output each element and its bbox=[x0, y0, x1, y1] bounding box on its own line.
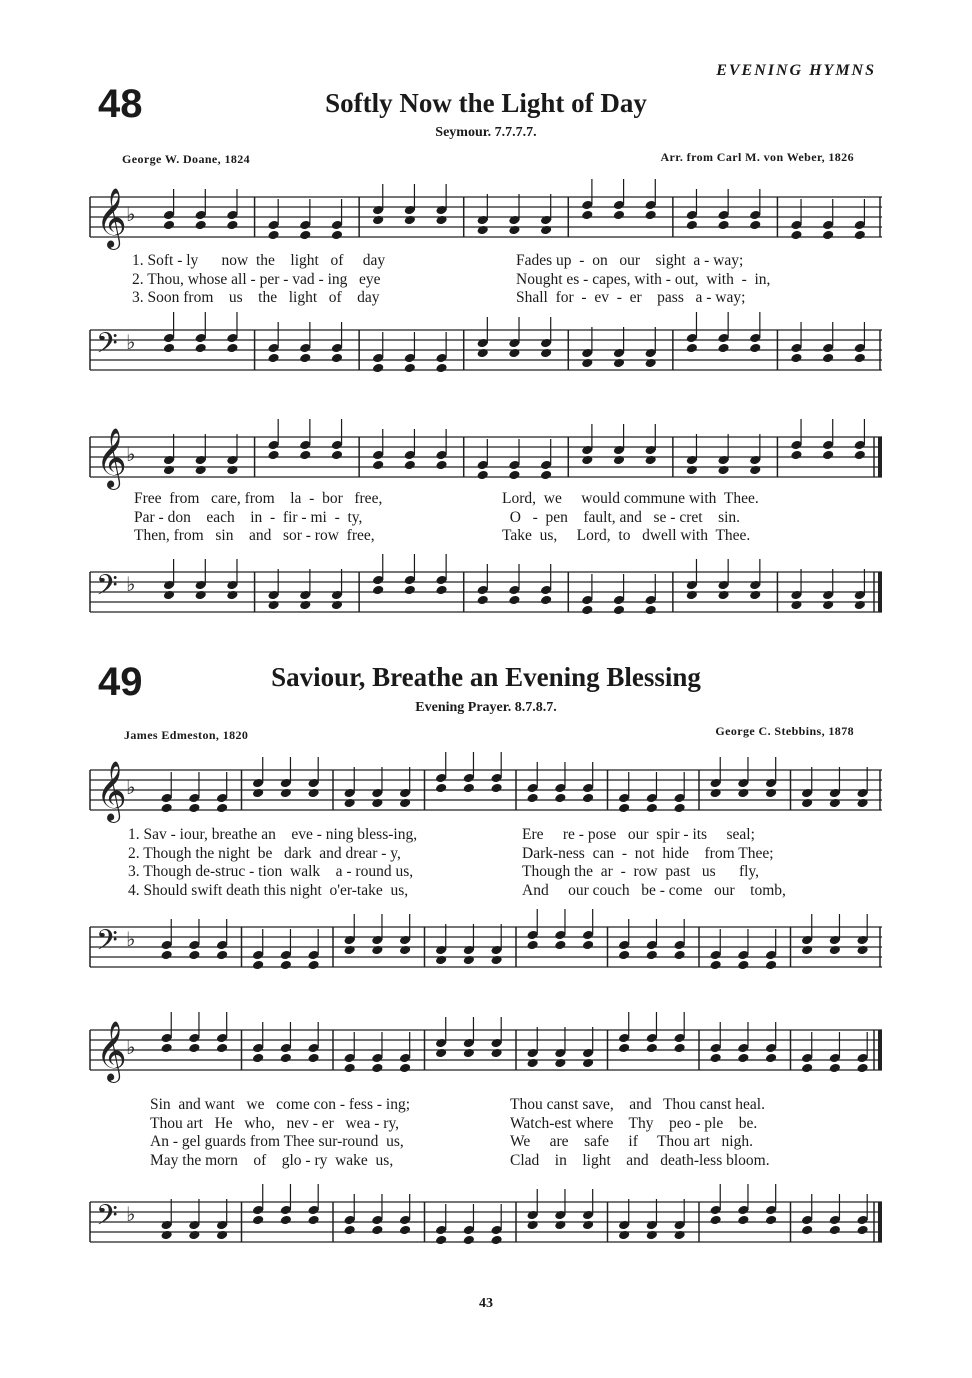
note-head bbox=[646, 1043, 658, 1054]
note-head bbox=[372, 215, 384, 226]
note-head bbox=[582, 793, 594, 804]
note-head bbox=[404, 363, 416, 374]
note-head bbox=[709, 1215, 721, 1226]
note-head bbox=[829, 945, 841, 956]
note-head bbox=[435, 585, 447, 596]
author-credit: James Edmeston, 1820 bbox=[124, 728, 249, 742]
note-head bbox=[508, 348, 520, 359]
lyric-line: An - gel guards from Thee sur-round us, bbox=[150, 1133, 404, 1150]
note-head bbox=[581, 358, 593, 369]
note-head bbox=[856, 798, 868, 809]
note-head bbox=[717, 343, 729, 354]
note-head bbox=[163, 590, 175, 601]
note-head bbox=[854, 353, 866, 364]
note-head bbox=[749, 590, 761, 601]
note-head bbox=[686, 343, 698, 354]
note-head bbox=[371, 945, 383, 956]
note-head bbox=[477, 470, 489, 481]
note-head bbox=[331, 353, 343, 364]
composer-credit: Arr. from Carl M. von Weber, 1826 bbox=[660, 150, 854, 164]
lyric-line: Par - don each in - fir - mi - ty, bbox=[134, 508, 363, 526]
note-head bbox=[435, 363, 447, 374]
note-head bbox=[829, 1225, 841, 1236]
note-head bbox=[801, 798, 813, 809]
note-head bbox=[646, 950, 658, 961]
note-head bbox=[435, 1048, 447, 1059]
note-head bbox=[435, 783, 447, 794]
note-head bbox=[644, 358, 656, 369]
note-head bbox=[737, 1215, 749, 1226]
note-head bbox=[613, 358, 625, 369]
note-head bbox=[717, 590, 729, 601]
note-head bbox=[267, 450, 279, 461]
note-head bbox=[790, 230, 802, 241]
lyric-line: Take us, Lord, to dwell with Thee. bbox=[502, 527, 751, 544]
lyrics-verses bbox=[132, 252, 385, 308]
tune-name: Evening Prayer. 8.7.8.7. bbox=[415, 700, 557, 715]
note-head bbox=[280, 1053, 292, 1064]
note-head bbox=[195, 343, 207, 354]
note-head bbox=[226, 343, 238, 354]
page-number: 43 bbox=[479, 1296, 493, 1311]
treble-clef-icon: 𝄞 bbox=[96, 1021, 127, 1081]
note-head bbox=[709, 960, 721, 971]
treble-staff bbox=[90, 758, 882, 828]
note-head bbox=[343, 1063, 355, 1074]
note-head bbox=[829, 798, 841, 809]
note-head bbox=[307, 1053, 319, 1064]
note-head bbox=[463, 1235, 475, 1246]
bass-clef-icon: 𝄢 bbox=[96, 924, 118, 964]
note-head bbox=[331, 230, 343, 241]
treble-clef-icon: 𝄞 bbox=[96, 188, 127, 248]
note-head bbox=[540, 225, 552, 236]
note-head bbox=[343, 798, 355, 809]
note-head bbox=[508, 225, 520, 236]
note-head bbox=[490, 1048, 502, 1059]
note-head bbox=[477, 595, 489, 606]
note-head bbox=[435, 460, 447, 471]
note-head bbox=[299, 230, 311, 241]
note-head bbox=[765, 1215, 777, 1226]
lyric-line: Lord, we would commune with Thee. bbox=[502, 490, 759, 507]
lyric-line: Then, from sin and sor - row free, bbox=[134, 527, 375, 544]
note-head bbox=[188, 1230, 200, 1241]
note-head bbox=[717, 220, 729, 231]
note-head bbox=[618, 1043, 630, 1054]
note-head bbox=[226, 220, 238, 231]
composer-credit: George C. Stebbins, 1878 bbox=[715, 724, 854, 738]
note-head bbox=[404, 460, 416, 471]
note-head bbox=[554, 1058, 566, 1069]
flat-icon: ♭ bbox=[126, 927, 136, 951]
note-head bbox=[765, 1053, 777, 1064]
lyrics-verses bbox=[150, 1096, 410, 1170]
note-head bbox=[435, 955, 447, 966]
lyric-line: Fades up - on our sight a - way; bbox=[516, 252, 744, 269]
note-head bbox=[280, 960, 292, 971]
note-head bbox=[526, 940, 538, 951]
note-head bbox=[618, 950, 630, 961]
note-head bbox=[801, 1063, 813, 1074]
note-head bbox=[280, 788, 292, 799]
bass-staff bbox=[90, 318, 882, 388]
note-head bbox=[216, 1230, 228, 1241]
lyrics-verses bbox=[516, 252, 770, 308]
hymn-title: Saviour, Breathe an Evening Blessing bbox=[271, 662, 701, 692]
bass-staff bbox=[90, 915, 882, 985]
lyric-line: Clad in light and death-less bloom. bbox=[510, 1151, 770, 1169]
flat-icon: ♭ bbox=[126, 775, 136, 799]
note-head bbox=[160, 1043, 172, 1054]
note-head bbox=[188, 803, 200, 814]
bass-clef-icon: 𝄢 bbox=[96, 1199, 118, 1239]
note-head bbox=[717, 465, 729, 476]
lyric-line: Dark-ness can - not hide from Thee; bbox=[522, 844, 774, 862]
note-head bbox=[307, 960, 319, 971]
note-head bbox=[463, 955, 475, 966]
hymn-title: Softly Now the Light of Day bbox=[325, 88, 647, 118]
note-head bbox=[554, 940, 566, 951]
note-head bbox=[463, 783, 475, 794]
lyric-line: Shall for - ev - er pass a - way; bbox=[516, 289, 746, 306]
note-head bbox=[508, 470, 520, 481]
note-head bbox=[331, 600, 343, 611]
note-head bbox=[343, 1225, 355, 1236]
note-head bbox=[673, 1230, 685, 1241]
lyrics-verses bbox=[522, 826, 786, 900]
note-head bbox=[686, 590, 698, 601]
note-head bbox=[195, 465, 207, 476]
note-head bbox=[477, 225, 489, 236]
note-head bbox=[618, 1230, 630, 1241]
note-head bbox=[644, 210, 656, 221]
note-head bbox=[160, 803, 172, 814]
note-head bbox=[790, 450, 802, 461]
note-head bbox=[646, 803, 658, 814]
lyric-line: 2. Though the night be dark and drear - y, bbox=[128, 844, 401, 862]
flat-icon: ♭ bbox=[126, 202, 136, 226]
note-head bbox=[331, 450, 343, 461]
flat-icon: ♭ bbox=[126, 330, 136, 354]
note-head bbox=[371, 1063, 383, 1074]
note-head bbox=[613, 605, 625, 616]
note-head bbox=[822, 450, 834, 461]
note-head bbox=[267, 230, 279, 241]
note-head bbox=[709, 1053, 721, 1064]
lyric-line: 4. Should swift death this night o'er-take us, bbox=[128, 881, 409, 899]
bass-clef-icon: 𝄢 bbox=[96, 569, 118, 609]
note-head bbox=[854, 230, 866, 241]
note-head bbox=[216, 950, 228, 961]
treble-clef-icon: 𝄞 bbox=[96, 761, 127, 821]
note-head bbox=[613, 455, 625, 466]
note-head bbox=[216, 803, 228, 814]
lyric-line: Free from care, from la - bor free, bbox=[134, 490, 383, 507]
note-head bbox=[554, 793, 566, 804]
note-head bbox=[343, 945, 355, 956]
note-head bbox=[822, 230, 834, 241]
note-head bbox=[526, 1058, 538, 1069]
lyric-line: Though the ar - row past us fly, bbox=[522, 863, 760, 880]
lyric-line: Watch-est where Thy peo - ple be. bbox=[510, 1114, 758, 1132]
note-head bbox=[195, 590, 207, 601]
note-head bbox=[737, 1053, 749, 1064]
bass-staff bbox=[90, 1190, 882, 1260]
lyric-line: 1. Soft - ly now the light of day bbox=[132, 252, 386, 269]
note-head bbox=[822, 353, 834, 364]
note-head bbox=[463, 1048, 475, 1059]
bass-staff bbox=[90, 560, 882, 630]
note-head bbox=[160, 1230, 172, 1241]
note-head bbox=[372, 363, 384, 374]
note-head bbox=[163, 343, 175, 354]
note-head bbox=[160, 950, 172, 961]
note-head bbox=[267, 353, 279, 364]
note-head bbox=[435, 215, 447, 226]
treble-staff bbox=[90, 425, 882, 495]
note-head bbox=[765, 960, 777, 971]
note-head bbox=[854, 600, 866, 611]
flat-icon: ♭ bbox=[126, 442, 136, 466]
hymn-number: 49 bbox=[98, 660, 143, 704]
section-label: EVENING HYMNS bbox=[716, 62, 876, 79]
note-head bbox=[526, 1220, 538, 1231]
flat-icon: ♭ bbox=[126, 1035, 136, 1059]
hymn-number: 48 bbox=[98, 82, 143, 126]
note-head bbox=[540, 348, 552, 359]
note-head bbox=[371, 798, 383, 809]
note-head bbox=[252, 1053, 264, 1064]
lyrics-verses bbox=[510, 1096, 770, 1170]
note-head bbox=[581, 605, 593, 616]
note-head bbox=[829, 1063, 841, 1074]
treble-staff bbox=[90, 1018, 882, 1088]
note-head bbox=[490, 783, 502, 794]
note-head bbox=[299, 353, 311, 364]
note-head bbox=[801, 1225, 813, 1236]
note-head bbox=[618, 803, 630, 814]
note-head bbox=[801, 945, 813, 956]
note-head bbox=[163, 220, 175, 231]
note-head bbox=[188, 1043, 200, 1054]
note-head bbox=[749, 220, 761, 231]
note-head bbox=[540, 470, 552, 481]
note-head bbox=[399, 1063, 411, 1074]
lyric-line: Thou canst save, and Thou canst heal. bbox=[510, 1096, 765, 1113]
note-head bbox=[216, 1043, 228, 1054]
note-head bbox=[252, 960, 264, 971]
note-head bbox=[686, 465, 698, 476]
lyric-line: Sin and want we come con - fess - ing; bbox=[150, 1096, 410, 1113]
lyric-line: 1. Sav - iour, breathe an eve - ning bless-ing, bbox=[128, 826, 418, 843]
note-head bbox=[737, 960, 749, 971]
lyric-line: 3. Soon from us the light of day bbox=[132, 289, 380, 306]
note-head bbox=[490, 1235, 502, 1246]
tune-name: Seymour. 7.7.7.7. bbox=[435, 125, 537, 140]
lyrics-verses bbox=[128, 826, 417, 900]
note-head bbox=[307, 1215, 319, 1226]
note-head bbox=[554, 1220, 566, 1231]
lyric-line: O - pen fault, and se - cret sin. bbox=[502, 508, 741, 526]
note-head bbox=[280, 1215, 292, 1226]
note-head bbox=[267, 600, 279, 611]
note-head bbox=[252, 788, 264, 799]
note-head bbox=[646, 1230, 658, 1241]
note-head bbox=[673, 1043, 685, 1054]
note-head bbox=[644, 455, 656, 466]
note-head bbox=[188, 950, 200, 961]
treble-staff bbox=[90, 185, 882, 255]
note-head bbox=[299, 450, 311, 461]
note-head bbox=[372, 585, 384, 596]
note-head bbox=[854, 450, 866, 461]
note-head bbox=[252, 1215, 264, 1226]
note-head bbox=[856, 945, 868, 956]
lyrics-verses bbox=[134, 490, 382, 546]
note-head bbox=[582, 940, 594, 951]
note-head bbox=[749, 465, 761, 476]
note-head bbox=[399, 1225, 411, 1236]
note-head bbox=[404, 215, 416, 226]
note-head bbox=[644, 605, 656, 616]
note-head bbox=[790, 353, 802, 364]
note-head bbox=[686, 220, 698, 231]
note-head bbox=[673, 803, 685, 814]
note-head bbox=[371, 1225, 383, 1236]
note-head bbox=[582, 1058, 594, 1069]
note-head bbox=[709, 788, 721, 799]
note-head bbox=[540, 595, 552, 606]
note-head bbox=[226, 590, 238, 601]
flat-icon: ♭ bbox=[126, 1202, 136, 1226]
lyric-line: 3. Though de-struc - tion walk a - round us, bbox=[128, 863, 414, 880]
note-head bbox=[581, 455, 593, 466]
note-head bbox=[477, 348, 489, 359]
note-head bbox=[856, 1063, 868, 1074]
note-head bbox=[581, 210, 593, 221]
note-head bbox=[526, 793, 538, 804]
lyric-line: And our couch be - come our tomb, bbox=[522, 881, 786, 899]
lyric-line: Ere re - pose our spir - its seal; bbox=[522, 826, 755, 843]
lyric-line: 2. Thou, whose all - per - vad - ing eye bbox=[132, 270, 381, 288]
lyric-line: May the morn of glo - ry wake us, bbox=[150, 1151, 394, 1169]
note-head bbox=[399, 798, 411, 809]
note-head bbox=[765, 788, 777, 799]
note-head bbox=[399, 945, 411, 956]
note-head bbox=[404, 585, 416, 596]
note-head bbox=[737, 788, 749, 799]
note-head bbox=[856, 1225, 868, 1236]
lyric-line: We are safe if Thou art nigh. bbox=[510, 1133, 753, 1150]
treble-clef-icon: 𝄞 bbox=[96, 428, 127, 488]
author-credit: George W. Doane, 1824 bbox=[122, 152, 251, 166]
note-head bbox=[226, 465, 238, 476]
note-head bbox=[307, 788, 319, 799]
note-head bbox=[195, 220, 207, 231]
note-head bbox=[372, 460, 384, 471]
lyrics-verses bbox=[502, 490, 759, 546]
note-head bbox=[790, 600, 802, 611]
bass-clef-icon: 𝄢 bbox=[96, 327, 118, 367]
note-head bbox=[163, 465, 175, 476]
note-head bbox=[490, 955, 502, 966]
note-head bbox=[673, 950, 685, 961]
note-head bbox=[613, 210, 625, 221]
lyric-line: Nought es - capes, with - out, with - in, bbox=[516, 270, 771, 288]
note-head bbox=[508, 595, 520, 606]
lyric-line: Thou art He who, nev - er wea - ry, bbox=[150, 1114, 400, 1132]
note-head bbox=[749, 343, 761, 354]
note-head bbox=[435, 1235, 447, 1246]
note-head bbox=[582, 1220, 594, 1231]
flat-icon: ♭ bbox=[126, 572, 136, 596]
note-head bbox=[822, 600, 834, 611]
note-head bbox=[299, 600, 311, 611]
